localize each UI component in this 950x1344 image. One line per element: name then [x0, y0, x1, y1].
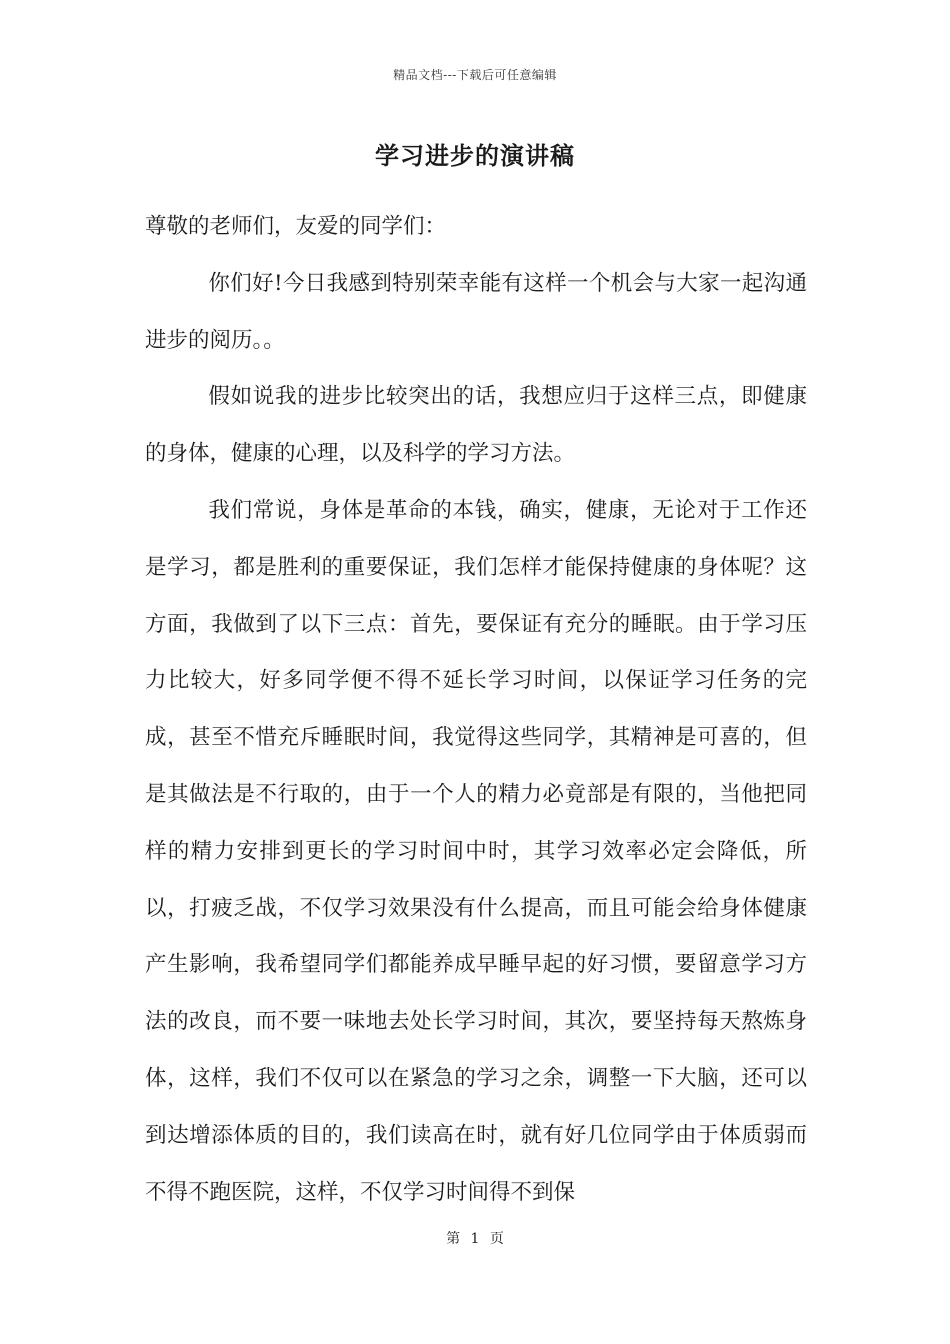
salutation: 尊敬的老师们，友爱的同学们： [145, 214, 447, 239]
document-title: 学习进步的演讲稿 [375, 141, 575, 170]
paragraph-3: 我们常说，身体是革命的本钱，确实，健康，无论对于工作还是学习，都是胜利的重要保证，我们怎样才能保持健康的身体呢？这方面，我做到了以下三点：首先，要保证有充分的睡眠。由于学习压力比较大，好多同学便不得不延长学习时间，以保证学习任务的完成，甚至不惜充斥睡眠时间，我觉得这些同学，其精神是可喜的，但是其做法是不行取的，由于一个人的精力必竟部是有限的，当他把同样的精力安排到更长的学习时间中时，其学习效率必定会降低，所以，打疲乏战，不仅学习效果没有什么提高，而且可能会给身体健康产生影响，我希望同学们都能养成早睡早起的好习惯，要留意学习方法的改良，而不要一味地去处长学习时间，其次，要坚持每天熬炼身体，这样，我们不仅可以在紧急的学习之余，调整一下大脑，还可以到达增添体质的目的，我们读高在时，就有好几位同学由于体质弱而不得不跑医院，这样，不仅学习时间得不到保 [145, 497, 807, 1205]
paragraph-2: 假如说我的进步比较突出的话，我想应归于这样三点，即健康的身体，健康的心理，以及科学的学习方法。 [145, 384, 807, 467]
page-number: 1 [470, 1231, 480, 1247]
page-label-prefix: 第 [446, 1231, 461, 1247]
document-body [145, 199, 807, 1221]
page-footer [0, 1228, 950, 1248]
document-header: 精品文档---下载后可任意编辑 [393, 68, 557, 82]
page-label-suffix: 页 [489, 1231, 504, 1247]
paragraph-1: 你们好!今日我感到特别荣幸能有这样一个机会与大家一起沟通进步的阅历。。 [145, 270, 807, 353]
